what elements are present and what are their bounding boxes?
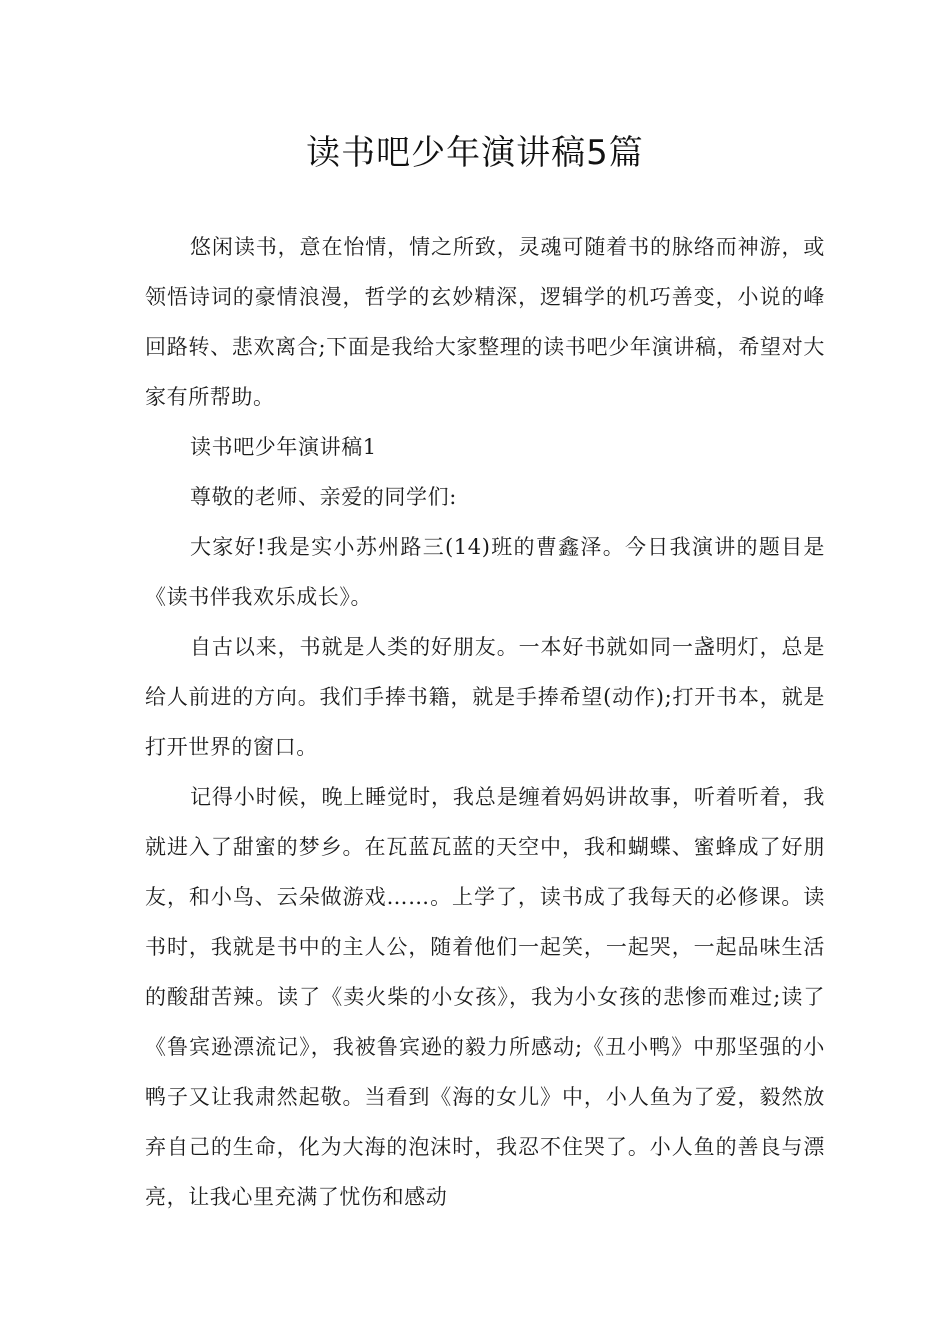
paragraph-greeting: 大家好!我是实小苏州路三(14)班的曹鑫泽。今日我演讲的题目是《读书伴我欢乐成长》。 [145, 535, 825, 609]
paragraph-salutation: 尊敬的老师、亲爱的同学们: [190, 485, 457, 509]
paragraph-intro: 悠闲读书，意在怡情，情之所致，灵魂可随着书的脉络而神游，或领悟诗词的豪情浪漫，哲学的玄妙精深，逻辑学的机巧善变，小说的峰回路转、悲欢离合;下面是我给大家整理的读书吧少年演讲稿，希望对大家有所帮助。 [145, 235, 825, 409]
document-body [145, 222, 825, 1222]
paragraph-books-friends: 自古以来，书就是人类的好朋友。一本好书就如同一盏明灯，总是给人前进的方向。我们手捧书籍，就是手捧希望(动作);打开书本，就是打开世界的窗口。 [145, 635, 825, 759]
paragraph-childhood: 记得小时候，晚上睡觉时，我总是缠着妈妈讲故事，听着听着，我就进入了甜蜜的梦乡。在瓦蓝瓦蓝的天空中，我和蝴蝶、蜜蜂成了好朋友，和小鸟、云朵做游戏……。上学了，读书成了我每天的必修课。读书时，我就是书中的主人公，随着他们一起笑，一起哭，一起品味生活的酸甜苦辣。读了《卖火柴的小女孩》，我为小女孩的悲惨而难过;读了《鲁宾逊漂流记》，我被鲁宾逊的毅力所感动;《丑小鸭》中那坚强的小鸭子又让我肃然起敬。当看到《海的女儿》中，小人鱼为了爱，毅然放弃自己的生命，化为大海的泡沫时，我忍不住哭了。小人鱼的善良与漂亮，让我心里充满了忧伤和感动 [145, 785, 825, 1209]
document-title: 读书吧少年演讲稿5篇 [306, 133, 644, 173]
paragraph-section-heading: 读书吧少年演讲稿1 [190, 435, 377, 459]
